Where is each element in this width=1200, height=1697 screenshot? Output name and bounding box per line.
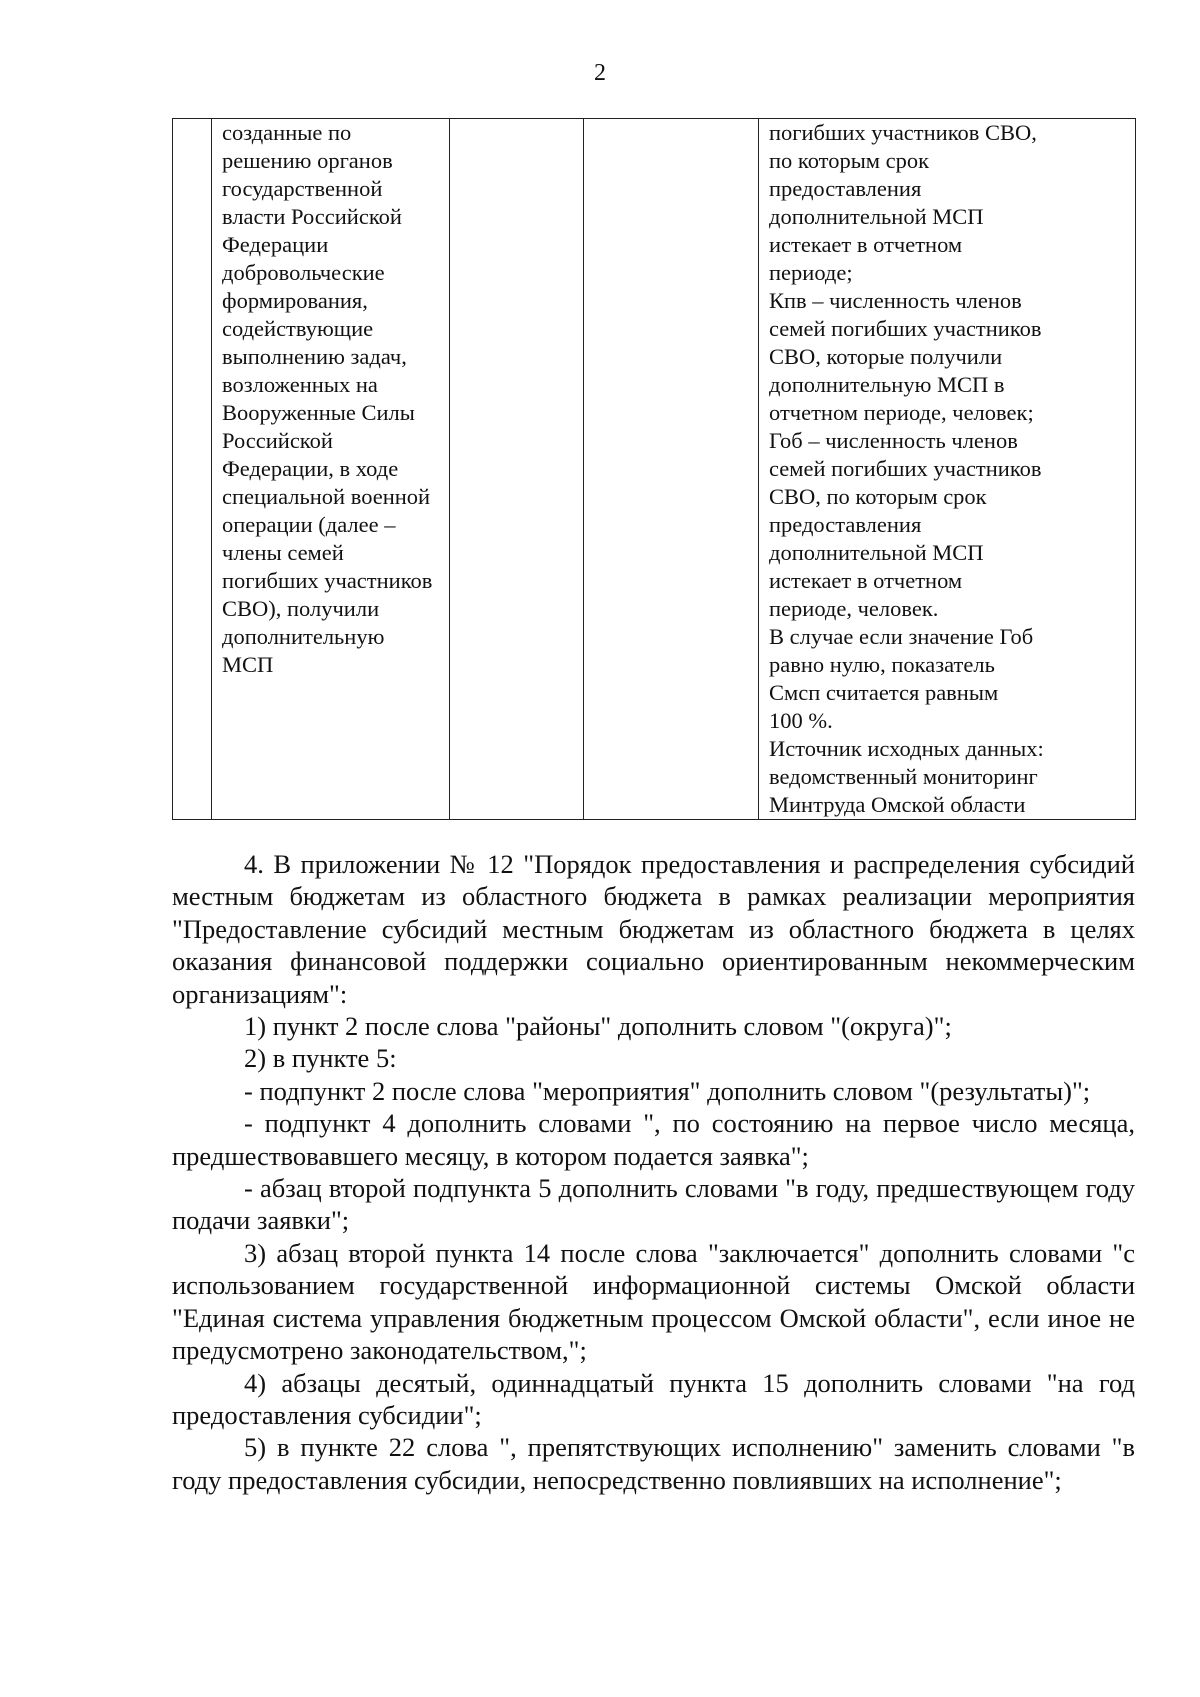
paragraph-subitem-5: 5) в пункте 22 слова ", препятствующих исполнению" заменить словами "в году предоставления субсидии, непосредственно повлиявших на исполнение"; <box>172 1432 1135 1495</box>
paragraph-dash-1: - подпункт 2 после слова "мероприятия" дополнить словом "(результаты)"; <box>244 1075 1091 1106</box>
continuation-table <box>172 118 1136 820</box>
table-cell-number <box>173 119 212 820</box>
paragraph-subitem-2: 2) в пункте 5: <box>244 1043 397 1074</box>
paragraph-dash-2: - подпункт 4 дополнить словами ", по состоянию на первое число месяца, предшествовавшего месяцу, в котором подается заявка"; <box>172 1108 1135 1171</box>
page-number: 2 <box>594 60 606 86</box>
paragraph-item-4: 4. В приложении № 12 "Порядок предоставления и распределения субсидий местным бюджетам из областного бюджета в рамках реализации мероприятия "Предоставление субсидий местным бюджетам из областного бюджета в целях оказания финансовой поддержки социально ориентированным некоммерческим организациям": <box>172 849 1135 1009</box>
paragraph-dash-3: - абзац второй подпункта 5 дополнить словами "в году, предшествующем году подачи заявки"; <box>172 1173 1135 1236</box>
table-row <box>173 119 1136 820</box>
paragraph-subitem-1: 1) пункт 2 после слова "районы" дополнить словом "(округа)"; <box>244 1011 952 1042</box>
table-cell-unit <box>450 119 584 820</box>
paragraph-subitem-3: 3) абзац второй пункта 14 после слова "заключается" дополнить словами "с использованием государственной информационной системы Омской области "Единая система управления бюджетным процессом Омской области", если иное не предусмотрено законодательством,"; <box>172 1237 1135 1366</box>
calculation-method-text: погибших участников СВО, по которым срок предоставления дополнительной МСП истекает в отчетном периоде; Кпв – численность членов семей погибших участников СВО, которые получили дополнительную МСП в отчетном периоде, человек; Гоб – численность членов семей погибших участников СВО, по которым срок предоставления дополнительной МСП истекает в отчетном периоде, человек. В случае если значение Гоб равно нулю, показатель Смсп считается равным 100 %. Источник исходных данных: ведомственный мониторинг Минтруда Омской области <box>769 120 1044 817</box>
amendment-text <box>172 848 1135 1496</box>
paragraph-subitem-4: 4) абзацы десятый, одиннадцатый пункта 15 дополнить словами "на год предоставления субсидии"; <box>172 1367 1135 1430</box>
table-cell-indicator-description <box>212 119 450 820</box>
table-cell-value <box>584 119 759 820</box>
table-cell-calculation-method <box>759 119 1136 820</box>
indicator-description-text: созданные по решению органов государственной власти Российской Федерации добровольческие формирования, содействующие выполнению задач, возложенных на Вооруженные Силы Российской Федерации, в ходе специальной военной операции (далее – члены семей погибших участников СВО), получили дополнительную МСП <box>222 120 433 677</box>
